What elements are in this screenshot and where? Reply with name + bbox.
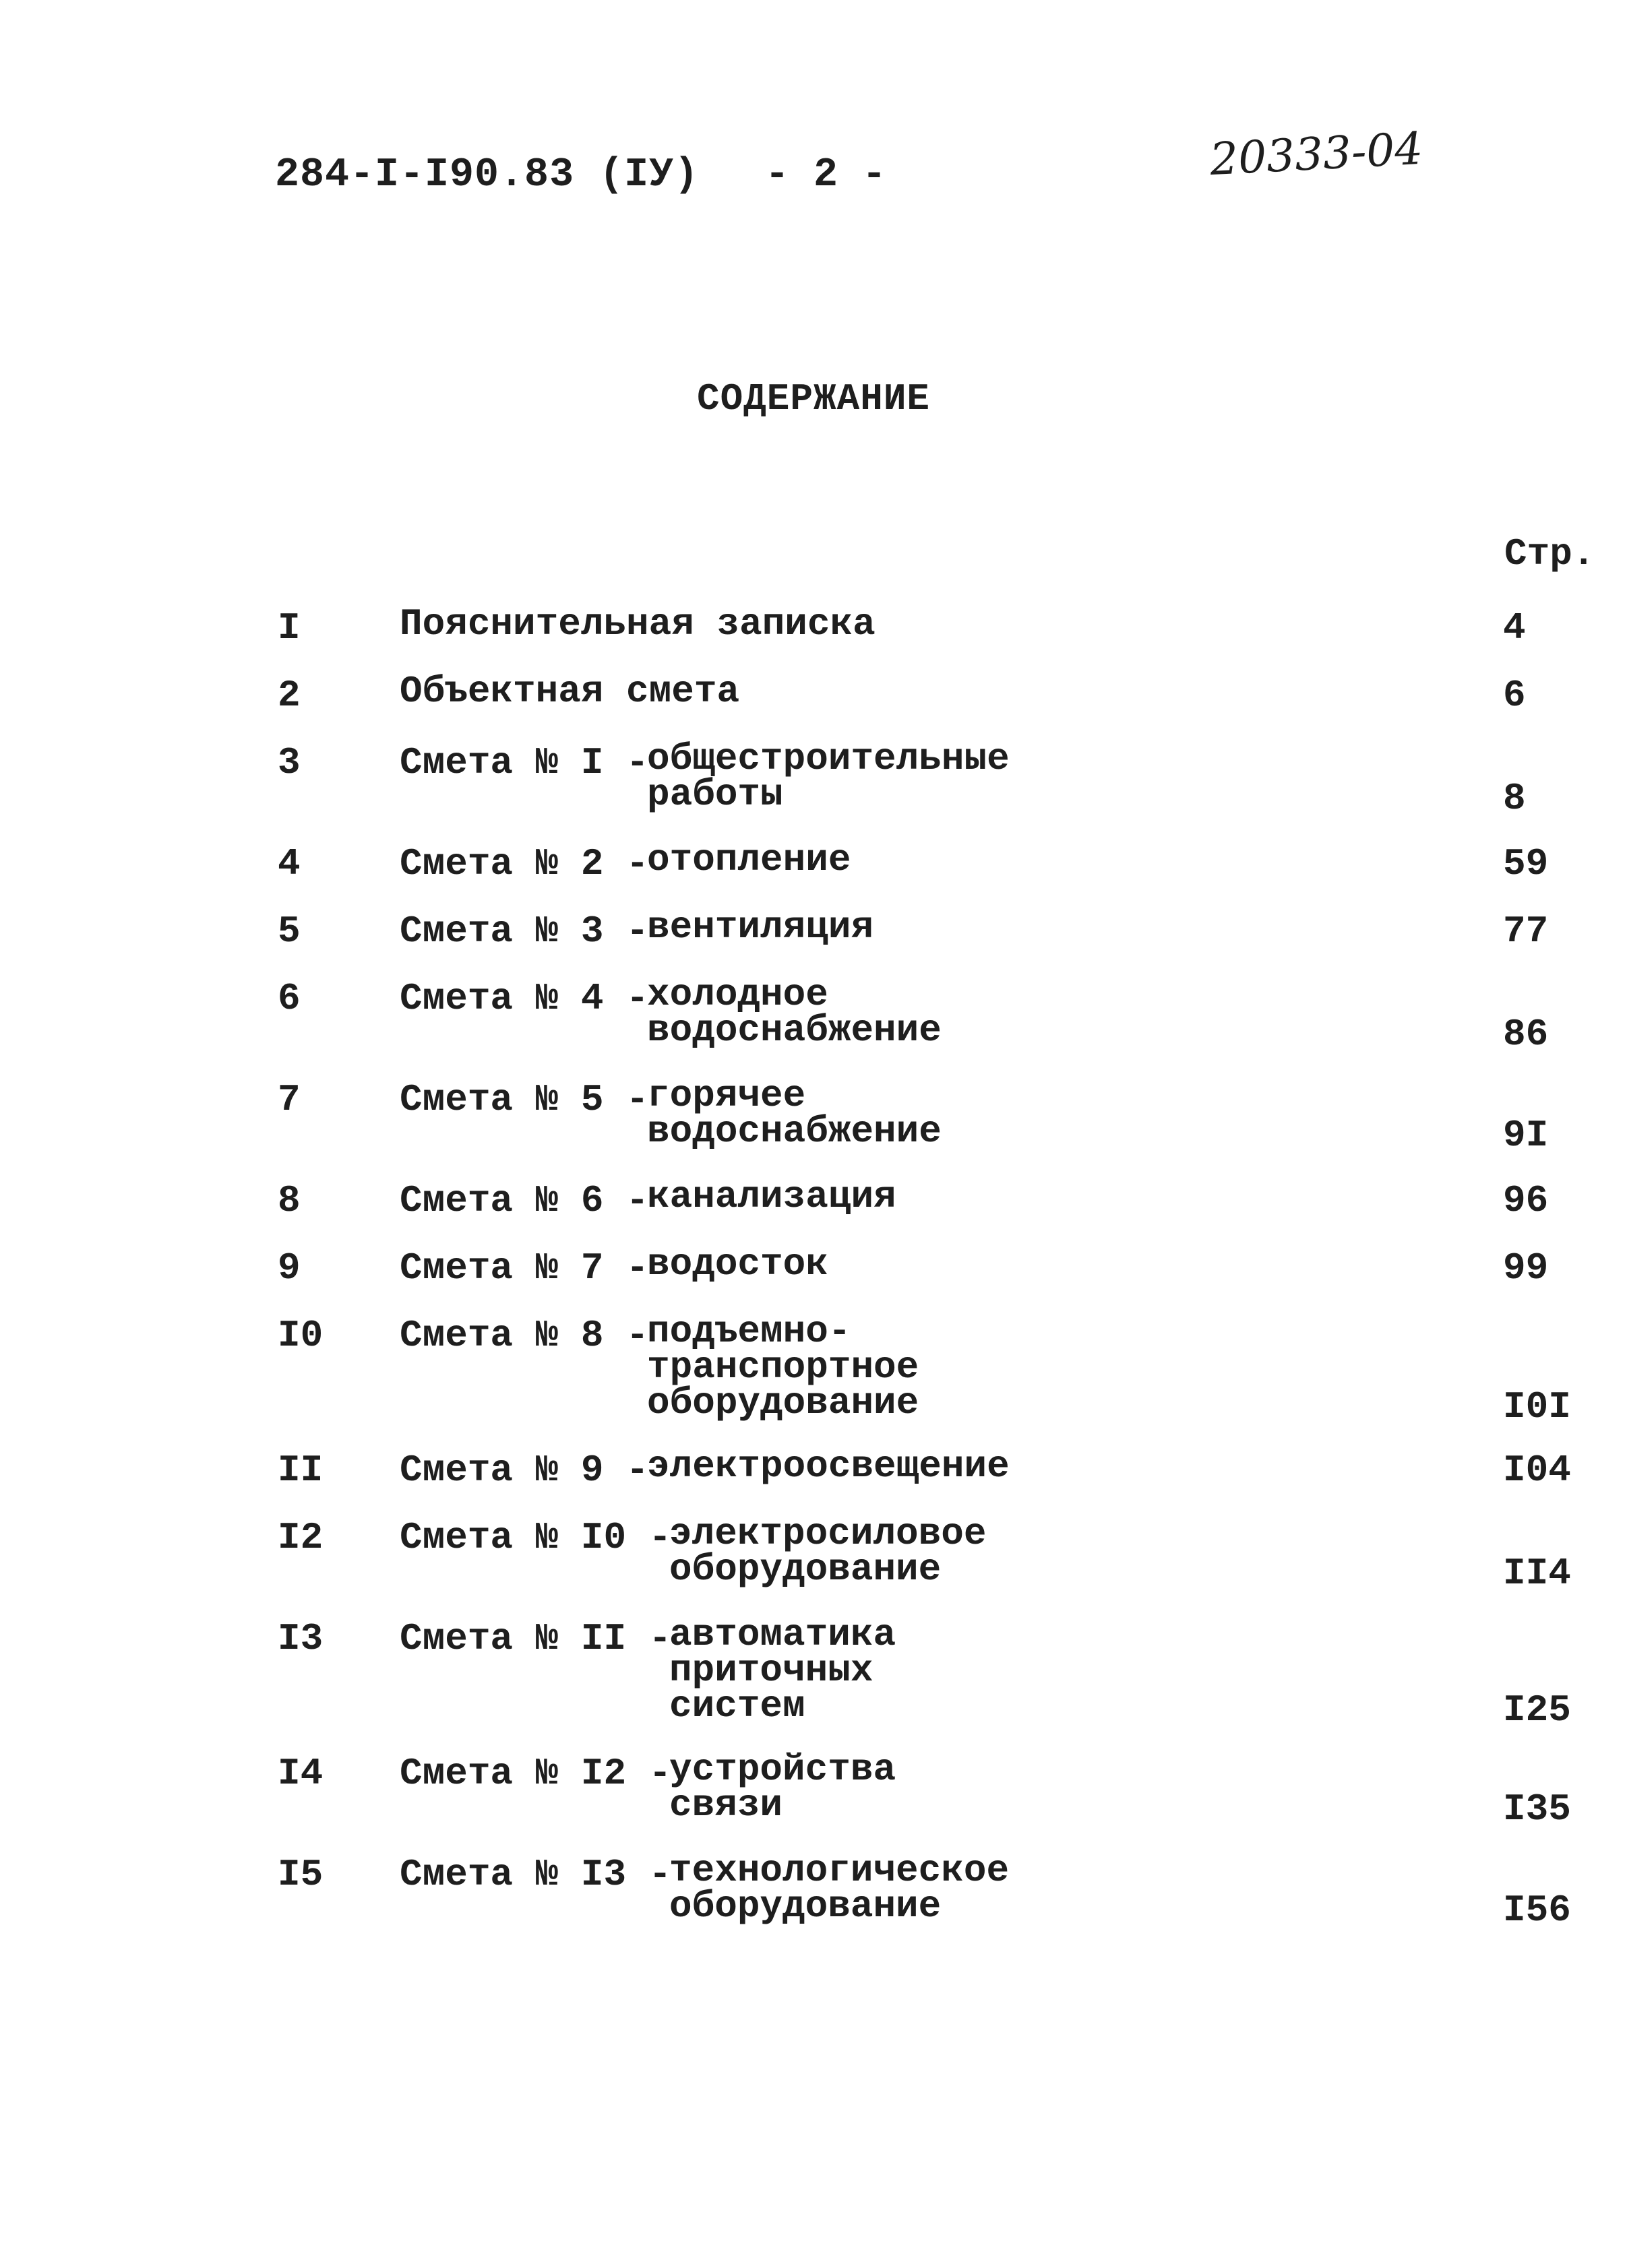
toc-row-page: 4 xyxy=(1503,606,1526,650)
toc-row-description: устройства связи xyxy=(669,1748,896,1827)
toc-row-description: Пояснительная записка xyxy=(400,602,876,645)
toc-row-number: 7 xyxy=(278,1078,301,1121)
toc-row-page: 96 xyxy=(1503,1179,1549,1222)
toc-row-description: общестроительные работы xyxy=(647,737,1010,816)
document-code: 284-I-I90.83 (IУ) xyxy=(275,152,700,198)
toc-row-number: I xyxy=(278,606,301,650)
toc-row-number: I4 xyxy=(278,1752,324,1795)
toc-row-description: водосток xyxy=(647,1242,828,1286)
toc-row-estimate-label: Смета № I2 - xyxy=(400,1752,672,1795)
toc-row-page: 86 xyxy=(1503,1013,1549,1056)
toc-row-description: электросиловое оборудование xyxy=(669,1512,987,1591)
toc-row-estimate-label: Смета № II - xyxy=(400,1617,672,1660)
handwritten-archive-number: 20333-04 xyxy=(1208,122,1425,186)
toc-row-page: II4 xyxy=(1503,1552,1571,1595)
toc-row-page: 99 xyxy=(1503,1247,1549,1290)
toc-row-page: 9I xyxy=(1503,1114,1549,1157)
toc-row-number: 9 xyxy=(278,1247,301,1290)
toc-row-page: I04 xyxy=(1503,1449,1571,1492)
toc-row-description: канализация xyxy=(647,1175,896,1218)
toc-row-estimate-label: Смета № 3 - xyxy=(400,910,649,953)
toc-row-page: 6 xyxy=(1503,674,1526,717)
page-number: - 2 - xyxy=(765,152,887,198)
toc-row-description: вентиляция xyxy=(647,906,874,949)
toc-row-estimate-label: Смета № 4 - xyxy=(400,977,649,1020)
toc-row-page: I35 xyxy=(1503,1788,1571,1831)
toc-row-page: I0I xyxy=(1503,1385,1571,1428)
toc-row-description: технологическое оборудование xyxy=(669,1849,1010,1928)
toc-row-page: 8 xyxy=(1503,777,1526,820)
toc-row-estimate-label: Смета № I0 - xyxy=(400,1516,672,1559)
toc-row-description: отопление xyxy=(647,838,851,881)
toc-row-estimate-label: Смета № 9 - xyxy=(400,1449,649,1492)
toc-row-estimate-label: Смета № 5 - xyxy=(400,1078,649,1121)
toc-row-number: 4 xyxy=(278,842,301,885)
toc-row-number: 5 xyxy=(278,910,301,953)
toc-row-description: горячее водоснабжение xyxy=(647,1074,942,1153)
toc-row-page: I25 xyxy=(1503,1689,1571,1732)
toc-row-number: I3 xyxy=(278,1617,324,1660)
toc-row-description: подъемно- транспортное оборудование xyxy=(647,1310,919,1424)
toc-row-number: 8 xyxy=(278,1179,301,1222)
toc-row-description: холодное водоснабжение xyxy=(647,973,942,1052)
page-column-header: Стр. xyxy=(1504,532,1595,575)
toc-row-estimate-label: Смета № 2 - xyxy=(400,842,649,885)
toc-row-number: 2 xyxy=(278,674,301,717)
toc-row-description: электроосвещение xyxy=(647,1445,1010,1488)
toc-row-estimate-label: Смета № I3 - xyxy=(400,1853,672,1896)
toc-row-description: автоматика приточных систем xyxy=(669,1613,896,1728)
toc-row-number: 3 xyxy=(278,741,301,784)
toc-row-number: 6 xyxy=(278,977,301,1020)
toc-row-page: 77 xyxy=(1503,910,1549,953)
toc-row-estimate-label: Смета № 8 - xyxy=(400,1314,649,1357)
toc-row-number: I2 xyxy=(278,1516,324,1559)
toc-row-estimate-label: Смета № I - xyxy=(400,741,649,784)
toc-row-estimate-label: Смета № 7 - xyxy=(400,1247,649,1290)
toc-row-number: I0 xyxy=(278,1314,324,1357)
toc-row-number: I5 xyxy=(278,1853,324,1896)
page-title: СОДЕРЖАНИЕ xyxy=(696,377,931,420)
toc-row-page: I56 xyxy=(1503,1889,1571,1932)
toc-row-number: II xyxy=(278,1449,324,1492)
toc-row-estimate-label: Смета № 6 - xyxy=(400,1179,649,1222)
toc-row-page: 59 xyxy=(1503,842,1549,885)
toc-row-description: Объектная смета xyxy=(400,670,740,713)
